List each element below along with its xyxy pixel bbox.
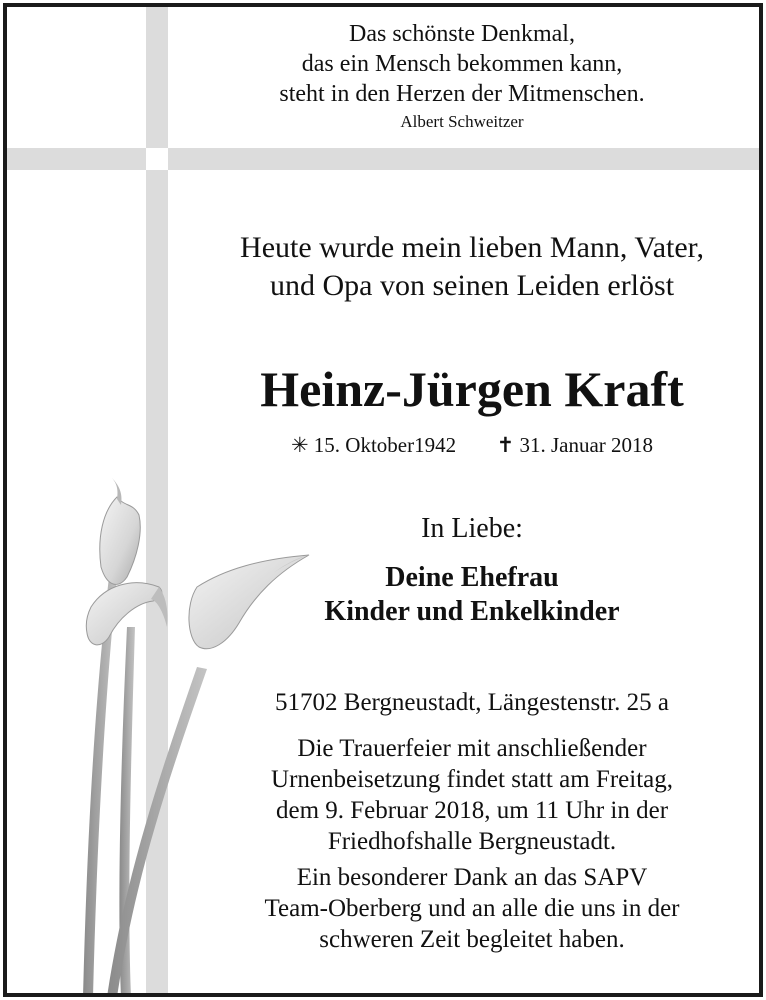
death-cross-icon: ✝ [496,433,515,457]
thanks-line: Team-Oberberg und an alle die uns in der [264,895,680,922]
mourner-line: Deine Ehefrau [385,562,559,593]
quote-line: Das schönste Denkmal, [349,21,575,47]
cross-center [146,148,168,170]
intro-line: und Opa von seinen Leiden erlöst [269,269,675,302]
funeral-line: Urnenbeisetzung findet statt am Freitag, [271,766,673,793]
birth-star-icon: ✳ [290,433,309,457]
funeral-info [177,733,763,857]
intro-line: Heute wurde mein lieben Mann, Vater, [240,231,704,264]
in-love-label: In Liebe: [421,513,523,544]
funeral-line: Friedhofshalle Bergneustadt. [327,828,617,855]
death-date: 31. Januar 2018 [519,433,654,457]
obituary-notice [3,3,763,997]
intro-text [177,229,763,305]
mourners [177,561,763,629]
funeral-line: dem 9. Februar 2018, um 11 Uhr in der [275,797,669,824]
mourner-line: Kinder und Enkelkinder [324,596,620,627]
quote-author: Albert Schweitzer [400,112,524,131]
thanks-text [177,862,763,955]
birth-date: 15. Oktober1942 [313,433,457,457]
address: 51702 Bergneustadt, Längestenstr. 25 a [275,689,669,716]
quote-line: steht in den Herzen der Mitmenschen. [279,81,645,107]
life-dates [177,431,763,459]
thanks-line: Ein besonderer Dank an das SAPV [296,864,648,891]
thanks-line: schweren Zeit begleitet haben. [319,926,625,953]
quote-line: das ein Mensch bekommen kann, [301,51,623,77]
funeral-line: Die Trauerfeier mit anschließender [297,735,647,762]
quote-block [157,19,763,135]
cross-horizontal-bar [7,148,759,170]
deceased-name: Heinz-Jürgen Kraft [260,361,684,417]
